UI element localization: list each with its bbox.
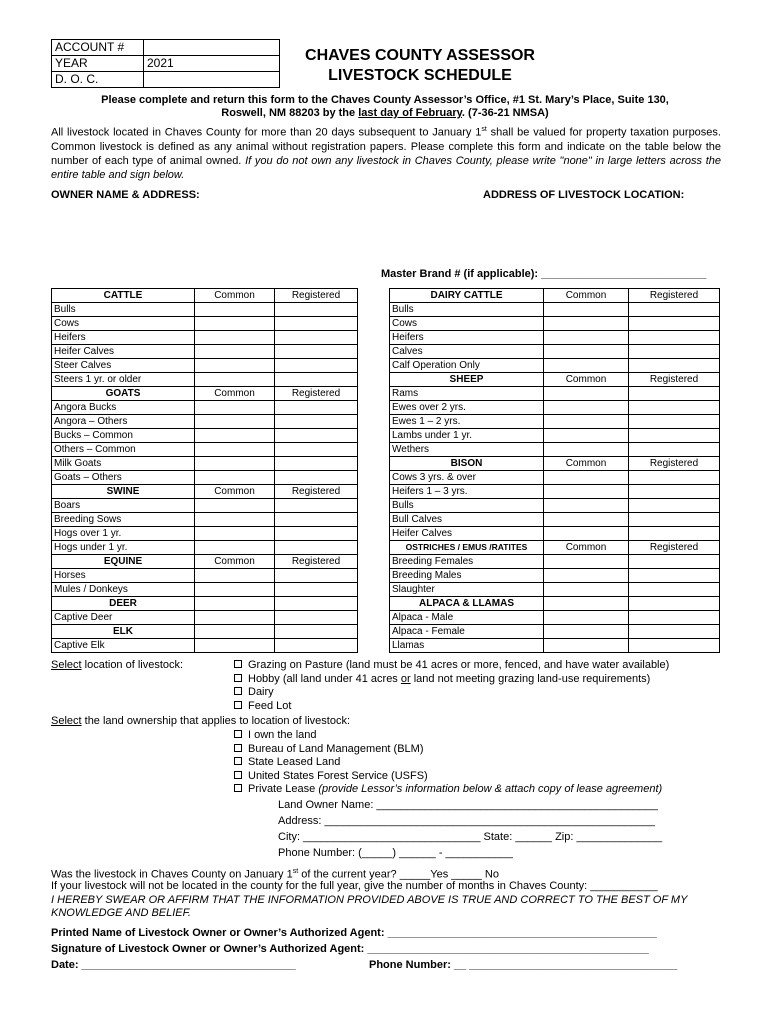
option-label: Dairy xyxy=(248,686,274,698)
common-count-cell[interactable] xyxy=(195,639,275,653)
animal-type-label: Alpaca - Male xyxy=(390,611,544,625)
table-row xyxy=(52,331,358,345)
table-row xyxy=(52,569,358,583)
registered-count-cell[interactable] xyxy=(275,471,358,485)
animal-type-label: Calf Operation Only xyxy=(390,359,544,373)
animal-type-label: Angora – Others xyxy=(52,415,195,429)
category-label: CATTLE xyxy=(52,289,195,303)
table-section-header xyxy=(390,457,720,471)
common-count-cell[interactable] xyxy=(195,499,275,513)
common-count-cell[interactable] xyxy=(195,359,275,373)
registered-count-cell[interactable] xyxy=(275,415,358,429)
paragraph-italic: If you do not own any livestock in Chaves County, please write "none" in large letters across the entire table and sign below. xyxy=(51,154,721,181)
printed-name-field[interactable]: Printed Name of Livestock Owner or Owner’s Authorized Agent: ____________________________________________ xyxy=(51,927,657,939)
master-brand-field[interactable]: Master Brand # (if applicable): ___________________________ xyxy=(381,268,707,280)
common-count-cell[interactable] xyxy=(544,345,629,359)
common-column-header: Common xyxy=(195,555,275,569)
animal-type-label: Bulls xyxy=(52,303,195,317)
common-count-cell[interactable] xyxy=(544,359,629,373)
table-row xyxy=(390,317,720,331)
table-row xyxy=(52,359,358,373)
animal-type-label: Heifers xyxy=(390,331,544,345)
left-livestock-table xyxy=(51,288,358,653)
table-row xyxy=(52,541,358,555)
registered-count-cell[interactable] xyxy=(275,429,358,443)
common-count-cell[interactable] xyxy=(195,471,275,485)
animal-type-label: Llamas xyxy=(390,639,544,653)
form-title xyxy=(260,46,580,86)
checkbox-option[interactable] xyxy=(234,659,669,672)
right-table-body xyxy=(390,289,720,653)
superscript: st xyxy=(481,126,487,133)
registered-count-cell[interactable] xyxy=(629,415,720,429)
animal-type-label: Others – Common xyxy=(52,443,195,457)
animal-type-label: Breeding Sows xyxy=(52,513,195,527)
table-row xyxy=(390,303,720,317)
table-row xyxy=(390,611,720,625)
table-row xyxy=(390,443,720,457)
common-count-cell[interactable] xyxy=(195,611,275,625)
checkbox-icon[interactable] xyxy=(234,744,242,752)
table-row xyxy=(52,317,358,331)
lessor-phone-field[interactable]: Phone Number: (_____) ______ - ___________ xyxy=(278,847,513,859)
title-line-2: LIVESTOCK SCHEDULE xyxy=(328,67,512,84)
registered-column-header: Registered xyxy=(629,541,720,555)
location-select-label xyxy=(51,659,183,672)
land-owner-name-field[interactable]: Land Owner Name: ______________________________________________ xyxy=(278,799,658,811)
table-row xyxy=(52,513,358,527)
header-info-table xyxy=(51,39,280,88)
table-row xyxy=(390,527,720,541)
option-label: United States Forest Service (USFS) xyxy=(248,769,428,782)
animal-type-label: Ewes over 2 yrs. xyxy=(390,401,544,415)
common-column-header: Common xyxy=(195,485,275,499)
checkbox-option[interactable] xyxy=(234,743,424,756)
superscript: st xyxy=(292,868,299,875)
table-row xyxy=(52,639,358,653)
animal-type-label: Slaughter xyxy=(390,583,544,597)
category-label: OSTRICHES / EMUS /RATITES xyxy=(390,541,544,555)
registered-count-cell[interactable] xyxy=(629,345,720,359)
animal-type-label: Hogs under 1 yr. xyxy=(52,541,195,555)
table-section-header xyxy=(52,485,358,499)
common-column-header: Common xyxy=(544,541,629,555)
registered-count-cell[interactable] xyxy=(629,639,720,653)
common-count-cell[interactable] xyxy=(544,443,629,457)
year-field[interactable]: 2021 xyxy=(144,56,280,72)
option-label-underlined: or xyxy=(400,672,411,685)
table-row xyxy=(390,387,720,401)
animal-type-label: Cows 3 yrs. & over xyxy=(390,471,544,485)
left-table-body xyxy=(52,289,358,653)
table-row xyxy=(52,611,358,625)
common-count-cell[interactable] xyxy=(544,471,629,485)
lessor-address-field[interactable]: Address: ______________________________________________________ xyxy=(278,815,655,827)
select-label-text: the land ownership that applies to location of livestock: xyxy=(81,715,351,727)
registered-column-header: Registered xyxy=(629,457,720,471)
doc-label: D. O. C. xyxy=(52,72,144,88)
option-label-rest: land not meeting grazing land-use requirements) xyxy=(410,672,651,685)
table-row xyxy=(390,499,720,513)
common-count-cell[interactable] xyxy=(544,303,629,317)
registered-column-header: Registered xyxy=(275,485,358,499)
common-count-cell[interactable] xyxy=(544,485,629,499)
animal-type-label: Bulls xyxy=(390,303,544,317)
instruction-line-2 xyxy=(50,107,720,120)
option-note: (provide Lessor’s information below & attach copy of lease agreement) xyxy=(318,783,663,795)
registered-count-cell[interactable] xyxy=(275,317,358,331)
option-label: Feed Lot xyxy=(248,699,292,712)
common-count-cell[interactable] xyxy=(544,499,629,513)
table-row xyxy=(390,485,720,499)
registered-count-cell[interactable] xyxy=(629,485,720,499)
table-row xyxy=(52,345,358,359)
registered-count-cell[interactable] xyxy=(275,331,358,345)
animal-type-label: Mules / Donkeys xyxy=(52,583,195,597)
table-row xyxy=(390,415,720,429)
registered-count-cell[interactable] xyxy=(275,541,358,555)
common-count-cell[interactable] xyxy=(195,401,275,415)
registered-column-header: Registered xyxy=(275,289,358,303)
registered-count-cell[interactable] xyxy=(275,359,358,373)
registered-count-cell[interactable] xyxy=(629,583,720,597)
table-row xyxy=(52,401,358,415)
table-row xyxy=(390,429,720,443)
table-row xyxy=(390,625,720,639)
category-label: ALPACA & LLAMAS xyxy=(390,597,544,611)
instruction-line-1: Please complete and return this form to the Chaves County Assessor’s Office, #1 St. Mary’s Place, Suite 130, xyxy=(101,94,669,106)
category-label: BISON xyxy=(390,457,544,471)
registered-count-cell[interactable] xyxy=(275,457,358,471)
common-column-header xyxy=(195,625,275,639)
option-label: Bureau of Land Management (BLM) xyxy=(248,742,424,755)
deadline-text: last day of February xyxy=(358,107,462,119)
paragraph-text: All livestock located in Chaves County for more than 20 days subsequent to January 1 xyxy=(51,126,482,139)
option-label: State Leased Land xyxy=(248,756,341,768)
option-label: Grazing on Pasture (land must be 41 acres or more, fenced, and have water available) xyxy=(248,659,670,671)
affirmation-statement: I HEREBY SWEAR OR AFFIRM THAT THE INFORMATION PROVIDED ABOVE IS TRUE AND CORRECT TO THE BEST OF MY KNOWLEDGE AND BELIEF. xyxy=(51,894,688,919)
registered-column-header: Registered xyxy=(275,555,358,569)
common-column-header: Common xyxy=(544,373,629,387)
common-count-cell[interactable] xyxy=(195,415,275,429)
animal-type-label: Calves xyxy=(390,345,544,359)
common-count-cell[interactable] xyxy=(195,373,275,387)
lessor-city-state-zip-field[interactable]: City: _____________________________ State: ______ Zip: ______________ xyxy=(278,831,663,843)
common-column-header xyxy=(195,597,275,611)
table-row xyxy=(390,639,720,653)
animal-type-label: Captive Deer xyxy=(52,611,195,625)
table-row xyxy=(52,583,358,597)
common-count-cell[interactable] xyxy=(544,611,629,625)
checkbox-option[interactable] xyxy=(234,770,428,783)
date-field[interactable]: Date: ___________________________________ xyxy=(51,959,296,971)
table-section-header xyxy=(390,289,720,303)
registered-count-cell[interactable] xyxy=(629,555,720,569)
common-count-cell[interactable] xyxy=(544,401,629,415)
registered-count-cell[interactable] xyxy=(275,583,358,597)
common-count-cell[interactable] xyxy=(544,331,629,345)
animal-type-label: Bulls xyxy=(390,499,544,513)
animal-type-label: Cows xyxy=(52,317,195,331)
ownership-select-label xyxy=(51,715,350,728)
category-label: DEER xyxy=(52,597,195,611)
table-row xyxy=(52,457,358,471)
year-label: YEAR xyxy=(52,56,144,72)
select-word: Select xyxy=(51,715,82,727)
table-section-header xyxy=(390,373,720,387)
registered-count-cell[interactable] xyxy=(275,611,358,625)
option-label: Private Lease xyxy=(248,783,319,795)
common-count-cell[interactable] xyxy=(195,443,275,457)
table-section-header xyxy=(52,625,358,639)
registered-count-cell[interactable] xyxy=(629,387,720,401)
title-line-1: CHAVES COUNTY ASSESSOR xyxy=(305,47,535,64)
registered-count-cell[interactable] xyxy=(275,527,358,541)
animal-type-label: Wethers xyxy=(390,443,544,457)
common-count-cell[interactable] xyxy=(195,527,275,541)
checkbox-icon[interactable] xyxy=(234,687,242,695)
animal-type-label: Cows xyxy=(390,317,544,331)
registered-count-cell[interactable] xyxy=(275,373,358,387)
return-instructions xyxy=(50,94,720,120)
checkbox-option[interactable] xyxy=(234,729,317,742)
common-count-cell[interactable] xyxy=(544,429,629,443)
common-count-cell[interactable] xyxy=(195,513,275,527)
animal-type-label: Goats – Others xyxy=(52,471,195,485)
registered-count-cell[interactable] xyxy=(629,443,720,457)
animal-type-label: Boars xyxy=(52,499,195,513)
registered-count-cell[interactable] xyxy=(629,611,720,625)
registered-count-cell[interactable] xyxy=(629,625,720,639)
common-count-cell[interactable] xyxy=(544,527,629,541)
table-section-header xyxy=(390,541,720,555)
common-count-cell[interactable] xyxy=(195,569,275,583)
checkbox-icon[interactable] xyxy=(234,730,242,738)
category-label: ELK xyxy=(52,625,195,639)
animal-type-label: Steers 1 yr. or older xyxy=(52,373,195,387)
select-word: Select xyxy=(51,659,82,671)
yes-no-blanks[interactable]: of the current year? _____Yes _____ No xyxy=(298,868,499,881)
common-count-cell[interactable] xyxy=(195,345,275,359)
common-count-cell[interactable] xyxy=(544,625,629,639)
table-row xyxy=(52,373,358,387)
checkbox-icon[interactable] xyxy=(234,660,242,668)
months-in-county-field[interactable]: If your livestock will not be located in the county for the full year, give the number of months in Chaves County: ___________ xyxy=(51,880,658,892)
animal-type-label: Captive Elk xyxy=(52,639,195,653)
checkbox-option[interactable] xyxy=(234,686,274,699)
animal-type-label: Breeding Males xyxy=(390,569,544,583)
registered-count-cell[interactable] xyxy=(629,401,720,415)
intro-paragraph xyxy=(51,123,721,182)
table-row xyxy=(390,471,720,485)
table-section-header xyxy=(52,387,358,401)
common-count-cell[interactable] xyxy=(544,415,629,429)
category-label: DAIRY CATTLE xyxy=(390,289,544,303)
common-count-cell[interactable] xyxy=(195,331,275,345)
table-row xyxy=(390,555,720,569)
livestock-location-label: ADDRESS OF LIVESTOCK LOCATION: xyxy=(483,189,685,201)
registered-count-cell[interactable] xyxy=(629,317,720,331)
table-row xyxy=(390,569,720,583)
common-count-cell[interactable] xyxy=(544,513,629,527)
registered-column-header xyxy=(275,597,358,611)
checkbox-option[interactable] xyxy=(234,783,662,796)
animal-type-label: Milk Goats xyxy=(52,457,195,471)
category-label: SWINE xyxy=(52,485,195,499)
category-label: EQUINE xyxy=(52,555,195,569)
common-column-header: Common xyxy=(195,289,275,303)
common-count-cell[interactable] xyxy=(195,317,275,331)
statute-text: . (7-36-21 NMSA) xyxy=(461,107,549,119)
checkbox-icon[interactable] xyxy=(234,771,242,779)
checkbox-option[interactable] xyxy=(234,700,291,713)
registered-column-header xyxy=(275,625,358,639)
table-row xyxy=(390,401,720,415)
common-count-cell[interactable] xyxy=(544,317,629,331)
common-count-cell[interactable] xyxy=(195,303,275,317)
registered-count-cell[interactable] xyxy=(629,331,720,345)
checkbox-option[interactable] xyxy=(234,673,650,686)
registered-count-cell[interactable] xyxy=(629,471,720,485)
common-count-cell[interactable] xyxy=(544,583,629,597)
registered-count-cell[interactable] xyxy=(275,513,358,527)
paragraph-text-2: shall be valued for property taxation purposes. Common livestock is defined as any animal without registration papers. Please complete this form and indicate on the table below the number of each type of animal owned. xyxy=(51,126,721,167)
animal-type-label: Rams xyxy=(390,387,544,401)
registered-count-cell[interactable] xyxy=(629,513,720,527)
table-row xyxy=(52,471,358,485)
animal-type-label: Horses xyxy=(52,569,195,583)
animal-type-label: Breeding Females xyxy=(390,555,544,569)
registered-count-cell[interactable] xyxy=(629,429,720,443)
account-label: ACCOUNT # xyxy=(52,40,144,56)
table-row xyxy=(52,429,358,443)
select-label-text: location of livestock: xyxy=(81,659,184,671)
common-column-header xyxy=(544,597,629,611)
table-row xyxy=(52,303,358,317)
table-row xyxy=(390,359,720,373)
common-count-cell[interactable] xyxy=(544,555,629,569)
option-label: Hobby (all land under 41 acres xyxy=(248,672,401,685)
registered-column-header: Registered xyxy=(629,289,720,303)
common-column-header: Common xyxy=(544,289,629,303)
table-row xyxy=(52,527,358,541)
category-label: SHEEP xyxy=(390,373,544,387)
common-column-header: Common xyxy=(195,387,275,401)
category-label: GOATS xyxy=(52,387,195,401)
phone-number-field[interactable]: Phone Number: __ __________________________________ xyxy=(369,959,678,971)
common-count-cell[interactable] xyxy=(544,387,629,401)
animal-type-label: Steer Calves xyxy=(52,359,195,373)
common-count-cell[interactable] xyxy=(195,457,275,471)
owner-address-label: OWNER NAME & ADDRESS: xyxy=(51,189,200,201)
animal-type-label: Lambs under 1 yr. xyxy=(390,429,544,443)
right-livestock-table xyxy=(389,288,720,653)
registered-count-cell[interactable] xyxy=(629,303,720,317)
registered-count-cell[interactable] xyxy=(275,569,358,583)
registered-column-header: Registered xyxy=(629,373,720,387)
table-row xyxy=(390,583,720,597)
common-count-cell[interactable] xyxy=(544,639,629,653)
animal-type-label: Bucks – Common xyxy=(52,429,195,443)
table-row xyxy=(390,345,720,359)
common-column-header: Common xyxy=(544,457,629,471)
table-row xyxy=(390,513,720,527)
table-row xyxy=(52,499,358,513)
instruction-text: Roswell, NM 88203 by the xyxy=(221,107,359,119)
registered-count-cell[interactable] xyxy=(275,639,358,653)
registered-count-cell[interactable] xyxy=(275,499,358,513)
animal-type-label: Heifers xyxy=(52,331,195,345)
registered-count-cell[interactable] xyxy=(275,303,358,317)
common-count-cell[interactable] xyxy=(195,583,275,597)
animal-type-label: Ewes 1 – 2 yrs. xyxy=(390,415,544,429)
common-count-cell[interactable] xyxy=(195,541,275,555)
registered-count-cell[interactable] xyxy=(275,401,358,415)
common-count-cell[interactable] xyxy=(544,569,629,583)
animal-type-label: Heifer Calves xyxy=(390,527,544,541)
table-row xyxy=(52,443,358,457)
table-section-header xyxy=(52,289,358,303)
table-row xyxy=(52,415,358,429)
animal-type-label: Hogs over 1 yr. xyxy=(52,527,195,541)
animal-type-label: Angora Bucks xyxy=(52,401,195,415)
question-text: Was the livestock in Chaves County on January 1 xyxy=(51,868,293,881)
common-count-cell[interactable] xyxy=(195,429,275,443)
registered-column-header xyxy=(629,597,720,611)
signature-field[interactable]: Signature of Livestock Owner or Owner’s Authorized Agent: ______________________________________________ xyxy=(51,943,649,955)
registered-count-cell[interactable] xyxy=(629,527,720,541)
registered-count-cell[interactable] xyxy=(275,345,358,359)
checkbox-icon[interactable] xyxy=(234,674,242,682)
option-label: I own the land xyxy=(248,729,317,741)
checkbox-icon[interactable] xyxy=(234,757,242,765)
registered-count-cell[interactable] xyxy=(629,499,720,513)
animal-type-label: Heifers 1 – 3 yrs. xyxy=(390,485,544,499)
registered-count-cell[interactable] xyxy=(629,569,720,583)
table-section-header xyxy=(390,597,720,611)
table-row xyxy=(390,331,720,345)
registered-count-cell[interactable] xyxy=(629,359,720,373)
table-section-header xyxy=(52,597,358,611)
checkbox-icon[interactable] xyxy=(234,701,242,709)
checkbox-icon[interactable] xyxy=(234,784,242,792)
checkbox-option[interactable] xyxy=(234,756,340,769)
animal-type-label: Bull Calves xyxy=(390,513,544,527)
registered-column-header: Registered xyxy=(275,387,358,401)
animal-type-label: Alpaca - Female xyxy=(390,625,544,639)
registered-count-cell[interactable] xyxy=(275,443,358,457)
animal-type-label: Heifer Calves xyxy=(52,345,195,359)
table-section-header xyxy=(52,555,358,569)
